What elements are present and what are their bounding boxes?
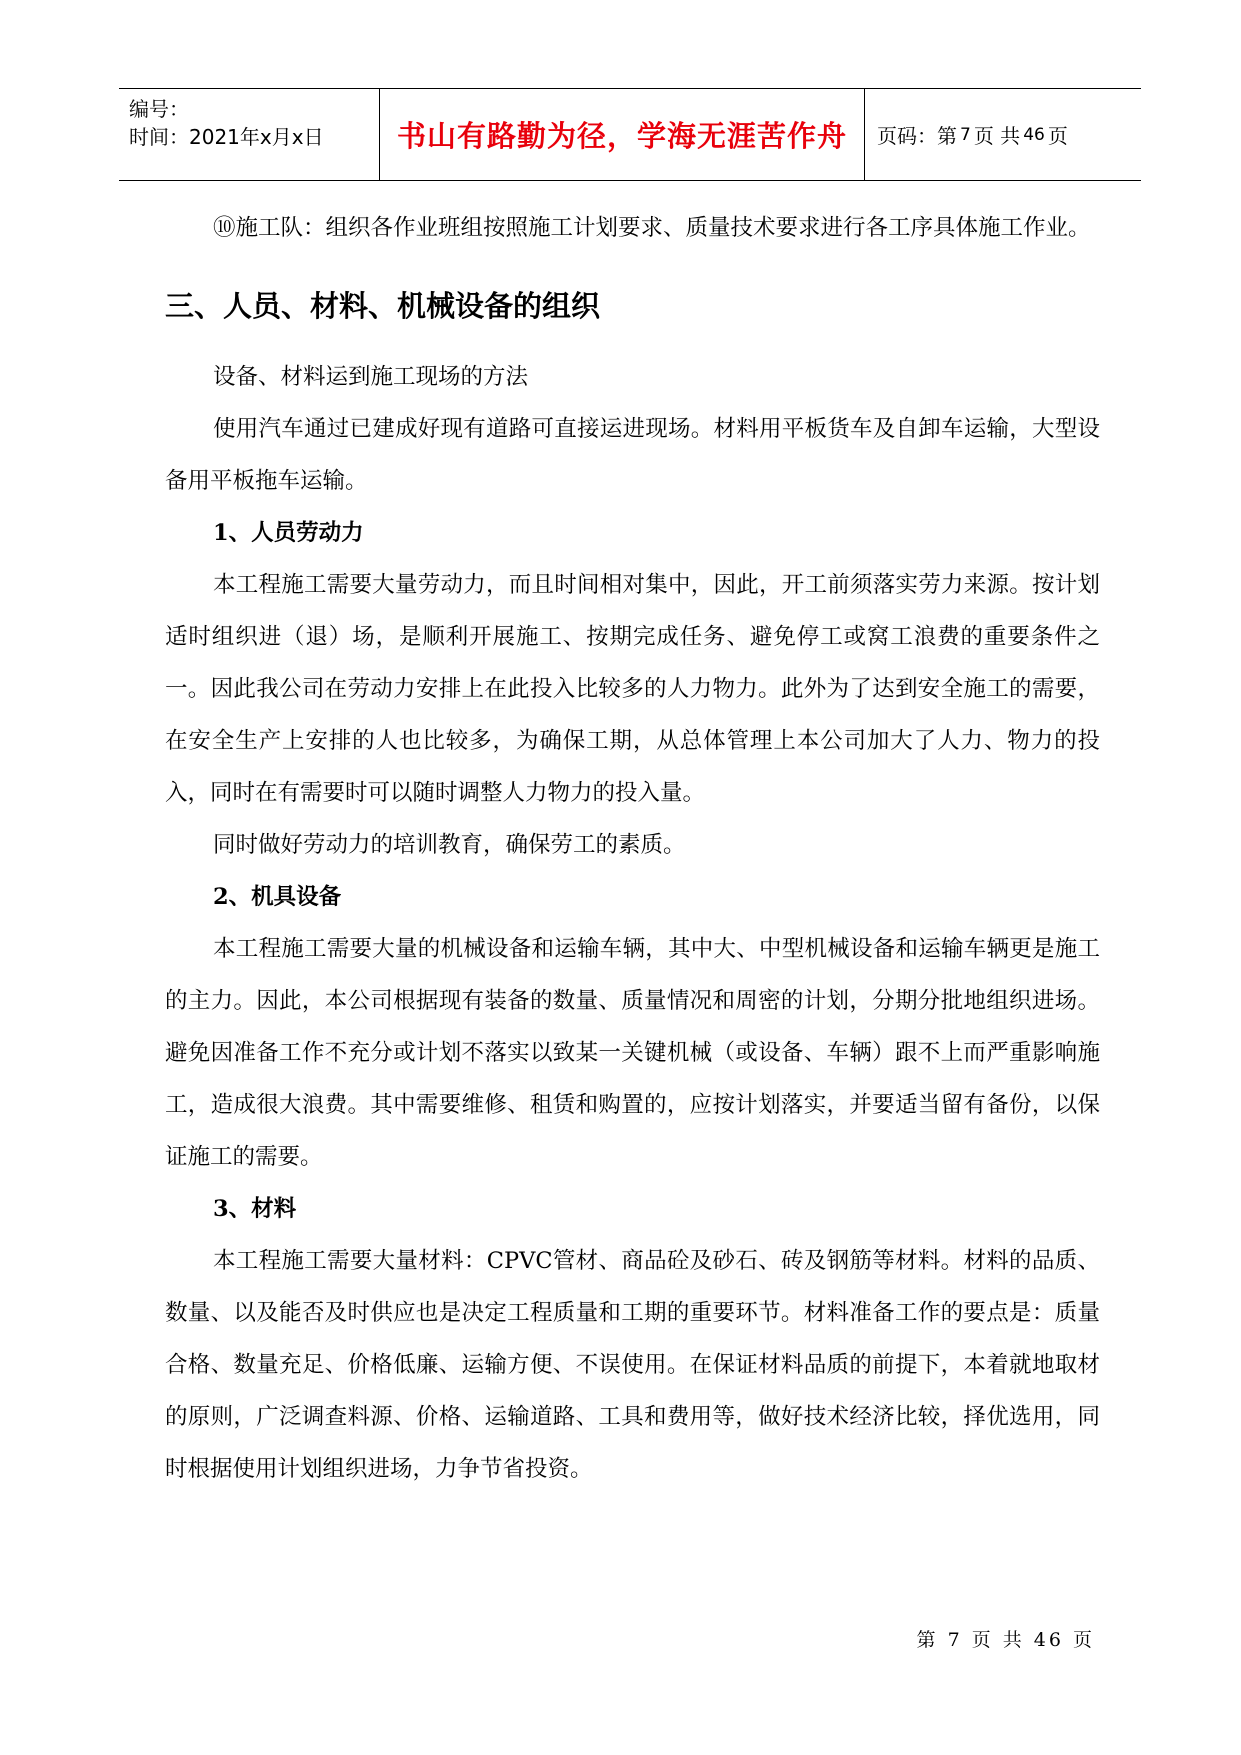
paragraph-construction-team: ⑩施工队：组织各作业班组按照施工计划要求、质量技术要求进行各工序具体施工作业。 — [213, 215, 1091, 241]
document-body — [165, 202, 1100, 1495]
page-prefix: 页码：第 — [877, 124, 957, 148]
header-motto: 书山有路勤为径，学海无涯苦作舟 — [396, 119, 847, 153]
page-middle: 页 共 — [973, 124, 1021, 148]
document-number-label: 编号： — [129, 97, 189, 121]
paragraph-transport-method: 设备、材料运到施工现场的方法 — [213, 364, 529, 390]
paragraph-labor: 本工程施工需要大量劳动力，而且时间相对集中，因此，开工前须落实劳力来源。按计划适时组织进（退）场，是顺利开展施工、按期完成任务、避免停工或窝工浪费的重要条件之一。因此我公司在劳动力安排上在此投入比较多的人力物力。此外为了达到安全施工的需要，在安全生产上安排的人也比较多，为确保工期，从总体管理上本公司加大了人力、物力的投入，同时在有需要时可以随时调整人力物力的投入量。 — [165, 572, 1100, 806]
header-page-info — [865, 89, 1141, 180]
paragraph-transport-detail: 使用汽车通过已建成好现有道路可直接运进现场。材料用平板货车及自卸车运输，大型设备用平板拖车运输。 — [165, 416, 1100, 494]
section-title: 三、人员、材料、机械设备的组织 — [165, 289, 601, 323]
header-motto-cell — [379, 89, 865, 180]
paragraph-labor-training: 同时做好劳动力的培训教育，确保劳工的素质。 — [213, 832, 686, 858]
paragraph-equipment: 本工程施工需要大量的机械设备和运输车辆，其中大、中型机械设备和运输车辆更是施工的主力。因此，本公司根据现有装备的数量、质量情况和周密的计划，分期分批地组织进场。避免因准备工作不充分或计划不落实以致某一关键机械（或设备、车辆）跟不上而严重影响施工，造成很大浪费。其中需要维修、租赁和购置的，应按计划落实，并要适当留有备份，以保证施工的需要。 — [165, 936, 1100, 1170]
document-date: 时间：2021年x月x日 — [129, 125, 324, 149]
page-total: 46 — [1023, 124, 1045, 145]
header-meta — [119, 89, 379, 180]
page-footer: 第 7 页 共 46 页 — [916, 1629, 1095, 1651]
subheading-equipment: 2、机具设备 — [213, 884, 342, 910]
page-current: 7 — [960, 124, 971, 145]
subheading-labor: 1、人员劳动力 — [213, 520, 364, 546]
subheading-materials: 3、材料 — [213, 1196, 297, 1222]
page-header — [119, 88, 1141, 181]
page-suffix: 页 — [1047, 124, 1068, 148]
paragraph-materials: 本工程施工需要大量材料：CPVC管材、商品砼及砂石、砖及钢筋等材料。材料的品质、数量、以及能否及时供应也是决定工程质量和工期的重要环节。材料准备工作的要点是：质量合格、数量充足、价格低廉、运输方便、不误使用。在保证材料品质的前提下，本着就地取材的原则，广泛调查料源、价格、运输道路、工具和费用等，做好技术经济比较，择优选用，同时根据使用计划组织进场，力争节省投资。 — [165, 1248, 1100, 1482]
